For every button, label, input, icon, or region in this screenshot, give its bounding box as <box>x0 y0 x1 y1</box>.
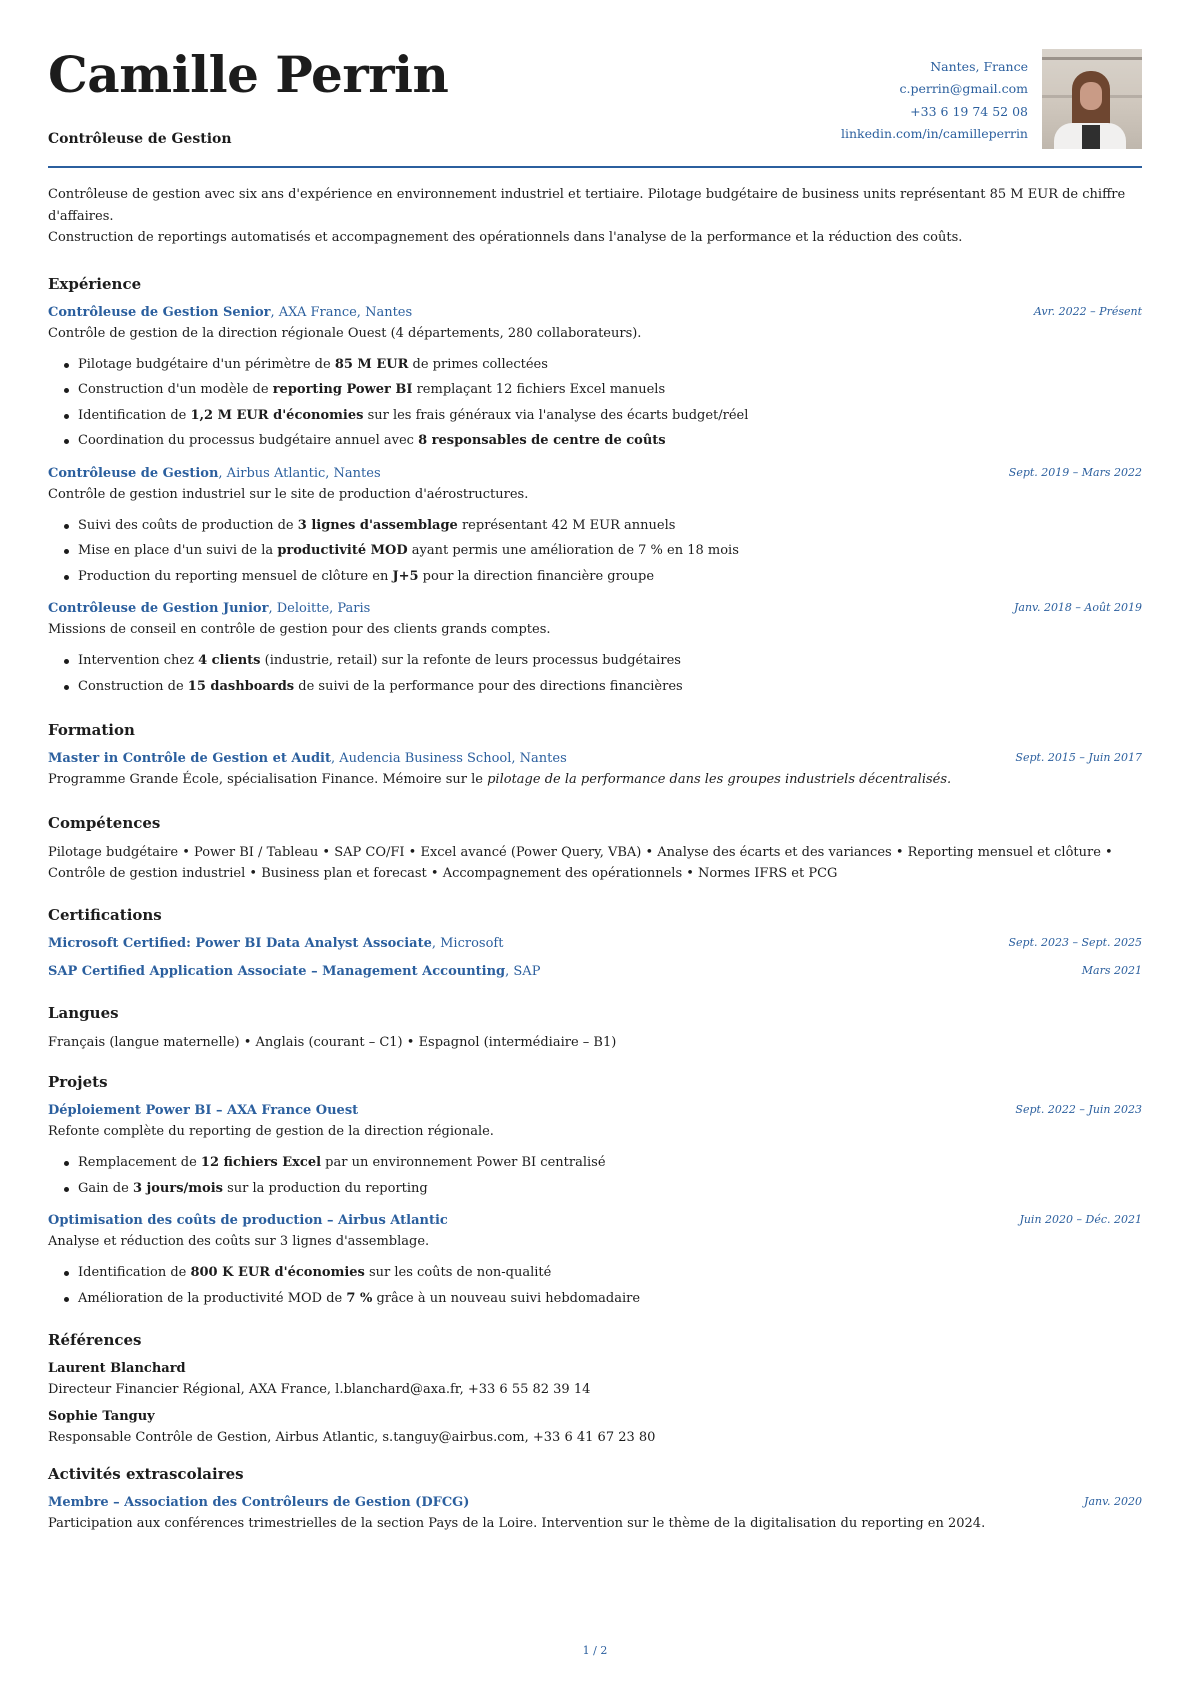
entry-description: Analyse et réduction des coûts sur 3 lignes d'assemblage. <box>48 1234 430 1249</box>
summary-line: Construction de reportings automatisés et accompagnement des opérationnels dans l'analyse de la performance et la réduction des coûts. <box>48 230 963 245</box>
entry-heading <box>48 749 1142 769</box>
role-title: Contrôleuse de Gestion Senior <box>48 304 271 320</box>
list-item: Mise en place d'un suivi de la productivité MOD ayant permis une amélioration de 7 % en 18 mois <box>48 538 1142 564</box>
list-item: Coordination du processus budgétaire annuel avec 8 responsables de centre de coûts <box>48 428 1142 454</box>
photo-wall-line <box>1042 57 1142 60</box>
certification-entry <box>48 934 1142 954</box>
entry-heading <box>48 962 1142 982</box>
project-name: Optimisation des coûts de production – Airbus Atlantic <box>48 1213 448 1228</box>
list-item: Gain de 3 jours/mois sur la production du reporting <box>48 1176 1142 1202</box>
section-title-education: Formation <box>48 721 135 739</box>
entry-heading <box>48 934 1142 954</box>
list-item: Identification de 800 K EUR d'économies sur les coûts de non-qualité <box>48 1260 1142 1286</box>
issuer: , SAP <box>505 964 541 979</box>
contact-location: Nantes, France <box>930 59 1028 74</box>
certification-name: Microsoft Certified: Power BI Data Analyst Associate <box>48 936 432 951</box>
experience-entry <box>48 303 1142 454</box>
reference-detail: Responsable Contrôle de Gestion, Airbus Atlantic, s.tanguy@airbus.com, +33 6 41 67 23 80 <box>48 1430 656 1445</box>
reference-entry <box>48 1407 1142 1449</box>
entry-description: Refonte complète du reporting de gestion de la direction régionale. <box>48 1124 494 1139</box>
entry-description: Contrôle de gestion de la direction régionale Ouest (4 départements, 280 collaborateurs). <box>48 325 642 341</box>
list-item: Construction d'un modèle de reporting Power BI remplaçant 12 fichiers Excel manuels <box>48 377 1142 403</box>
entry-date: Janv. 2020 <box>1084 1495 1142 1508</box>
reference-detail: Directeur Financier Régional, AXA France, l.blanchard@axa.fr, +33 6 55 82 39 14 <box>48 1382 591 1397</box>
section-title-projects: Projets <box>48 1073 108 1091</box>
contact-linkedin[interactable]: linkedin.com/in/camilleperrin <box>841 125 1028 141</box>
education-entry <box>48 749 1142 790</box>
resume-header <box>48 0 1142 168</box>
entry-date: Sept. 2019 – Mars 2022 <box>1008 465 1142 479</box>
section-title-activities: Activités extrascolaires <box>48 1465 244 1483</box>
list-item: Pilotage budgétaire d'un périmètre de 85 M EUR de primes collectées <box>48 352 1142 378</box>
organization: , AXA France, Nantes <box>270 304 413 320</box>
project-entry <box>48 1211 1142 1311</box>
entry-date: Avr. 2022 – Présent <box>1033 304 1142 318</box>
section-title-skills: Compétences <box>48 814 161 832</box>
activity-entry <box>48 1493 1142 1534</box>
profile-photo <box>1042 49 1142 149</box>
list-item: Construction de 15 dashboards de suivi de la performance pour des directions financières <box>48 674 1142 700</box>
entry-description: Participation aux conférences trimestrielles de la section Pays de la Loire. Intervention sur le thème de la digitalisation du reporting en 2024. <box>48 1516 986 1531</box>
section-title-languages: Langues <box>48 1004 119 1022</box>
section-title-experience: Expérience <box>48 274 142 293</box>
reference-name: Laurent Blanchard <box>48 1361 186 1376</box>
candidate-title: Contrôleuse de Gestion <box>48 131 232 147</box>
list-item: Amélioration de la productivité MOD de 7 % grâce à un nouveau suivi hebdomadaire <box>48 1286 1142 1312</box>
project-entry <box>48 1101 1142 1201</box>
list-item: Identification de 1,2 M EUR d'économies sur les frais généraux via l'analyse des écarts budget/réel <box>48 403 1142 429</box>
candidate-name: Camille Perrin <box>48 45 449 104</box>
resume-page <box>48 0 1142 1534</box>
activity-name: Membre – Association des Contrôleurs de Gestion (DFCG) <box>48 1495 470 1510</box>
skills-list: Pilotage budgétaire • Power BI / Tableau • SAP CO/FI • Excel avancé (Power Query, VBA) • Analyse des écarts et des variances • Reporting mensuel et clôture • Contrôle de gestion industriel • Business plan et forecast • Accompagnement des opérationnels • Normes IFRS et PCG <box>48 845 1113 881</box>
list-item: Remplacement de 12 fichiers Excel par un environnement Power BI centralisé <box>48 1150 1142 1176</box>
entry-date: Juin 2020 – Déc. 2021 <box>1019 1213 1142 1226</box>
page-number: 1 / 2 <box>582 1644 608 1657</box>
organization: , Deloitte, Paris <box>268 601 371 616</box>
entry-heading <box>48 1211 1142 1231</box>
experience-entry <box>48 599 1142 699</box>
reference-entry <box>48 1359 1142 1401</box>
project-name: Déploiement Power BI – AXA France Ouest <box>48 1103 359 1118</box>
summary-line: Contrôleuse de gestion avec six ans d'expérience en environnement industriel et tertiaire. Pilotage budgétaire de business units représentant 85 M EUR de chiffre d'affaires. <box>48 187 1126 224</box>
role-title: Contrôleuse de Gestion Junior <box>48 601 269 616</box>
role-title: Contrôleuse de Gestion <box>48 465 219 481</box>
reference-name: Sophie Tanguy <box>48 1409 155 1424</box>
entry-heading <box>48 1101 1142 1121</box>
experience-entry <box>48 464 1142 590</box>
list-item: Intervention chez 4 clients (industrie, retail) sur la refonte de leurs processus budgétaires <box>48 648 1142 674</box>
issuer: , Microsoft <box>431 936 504 951</box>
contact-email[interactable]: c.perrin@gmail.com <box>899 81 1028 97</box>
entry-description: Missions de conseil en contrôle de gestion pour des clients grands comptes. <box>48 622 551 637</box>
certification-entry <box>48 962 1142 982</box>
entry-heading <box>48 1493 1142 1513</box>
entry-date: Janv. 2018 – Août 2019 <box>1013 601 1142 614</box>
entry-heading <box>48 303 1142 323</box>
achievement-list <box>48 513 1142 590</box>
institution: , Audencia Business School, Nantes <box>330 751 567 766</box>
certification-name: SAP Certified Application Associate – Management Accounting <box>48 964 506 979</box>
entry-date: Mars 2021 <box>1081 964 1142 977</box>
achievement-list <box>48 352 1142 454</box>
entry-date: Sept. 2015 – Juin 2017 <box>1015 751 1142 764</box>
languages-list: Français (langue maternelle) • Anglais (courant – C1) • Espagnol (intermédiaire – B1) <box>48 1035 617 1050</box>
header-divider <box>48 166 1142 168</box>
list-item: Production du reporting mensuel de clôture en J+5 pour la direction financière groupe <box>48 564 1142 590</box>
photo-shirt <box>1082 125 1100 149</box>
achievement-list <box>48 648 1142 699</box>
photo-face <box>1080 82 1102 110</box>
entry-heading <box>48 464 1142 484</box>
section-title-certifications: Certifications <box>48 906 162 924</box>
entry-description: Contrôle de gestion industriel sur le site de production d'aérostructures. <box>48 486 529 502</box>
achievement-list <box>48 1150 1142 1201</box>
entry-description: Programme Grande École, spécialisation Finance. Mémoire sur le pilotage de la performance dans les groupes industriels décentralisés. <box>48 772 952 787</box>
profile-summary <box>48 184 1142 249</box>
achievement-list <box>48 1260 1142 1311</box>
entry-date: Sept. 2023 – Sept. 2025 <box>1008 936 1142 949</box>
degree-title: Master in Contrôle de Gestion et Audit <box>48 751 331 766</box>
organization: , Airbus Atlantic, Nantes <box>218 465 381 481</box>
section-title-references: Références <box>48 1331 142 1349</box>
entry-heading <box>48 599 1142 619</box>
contact-block <box>841 56 1028 145</box>
list-item: Suivi des coûts de production de 3 lignes d'assemblage représentant 42 M EUR annuels <box>48 513 1142 539</box>
contact-phone: +33 6 19 74 52 08 <box>910 103 1028 119</box>
entry-date: Sept. 2022 – Juin 2023 <box>1015 1103 1142 1116</box>
